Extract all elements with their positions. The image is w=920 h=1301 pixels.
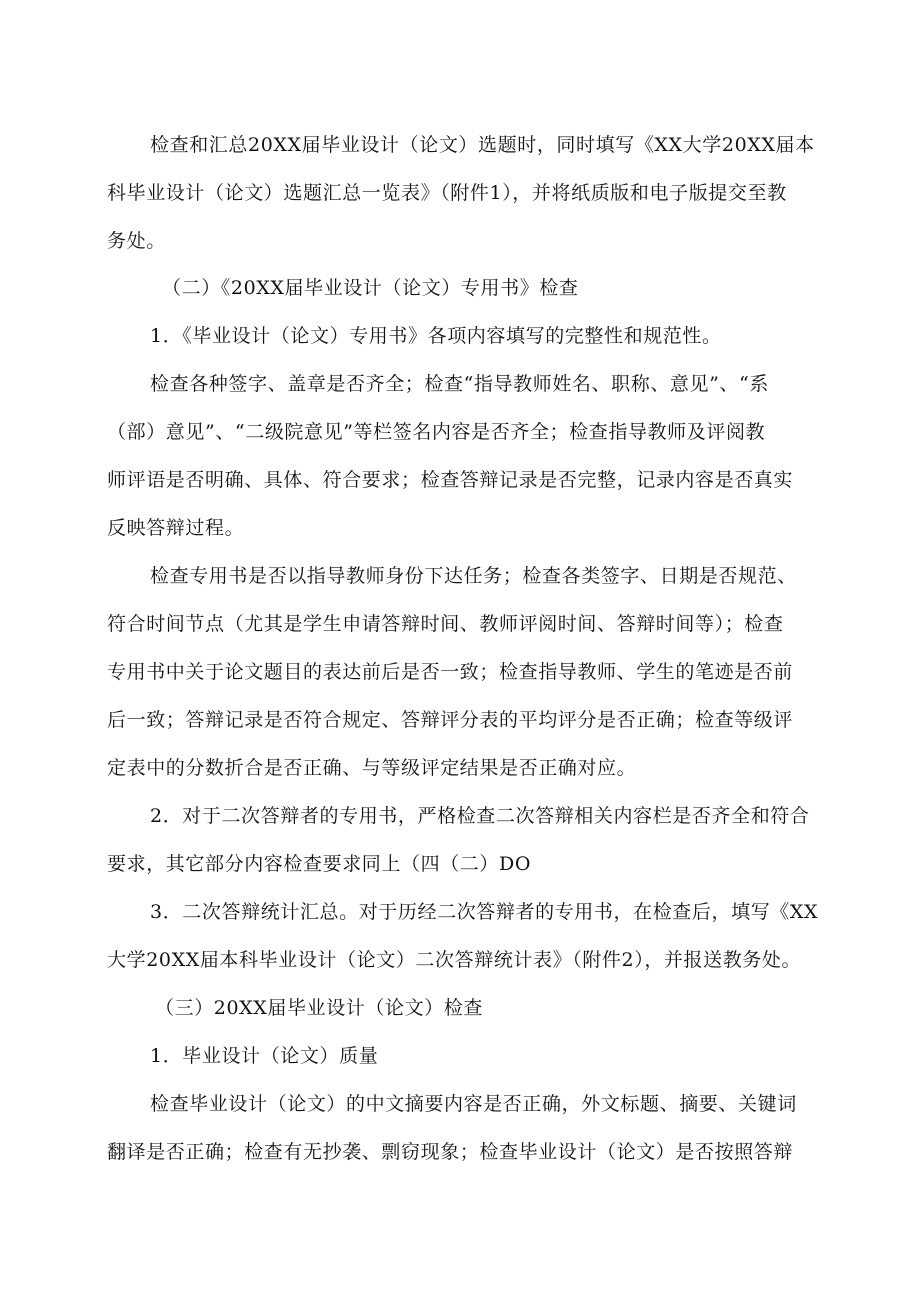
item-3-line-1: 3．二次答辩统计汇总。对于历经二次答辩者的专用书，在检查后，填写《XX	[150, 901, 819, 923]
paragraph-line-14: 定表中的分数折合是否正确、与等级评定结果是否正确对应。	[107, 757, 637, 779]
paragraph-line-12: 专用书中关于论文题目的表达前后是否一致；检查指导教师、学生的笔迹是否前	[107, 661, 794, 683]
paragraph-line-13: 后一致；答辩记录是否符合规定、答辩评分表的平均评分是否正确；检查等级评	[107, 709, 794, 731]
paragraph-line-3: 务处。	[107, 230, 166, 252]
paragraph-line-2: 科毕业设计（论文）选题汇总一览表》（附件1），并将纸质版和电子版提交至教	[107, 182, 787, 204]
item-2-line-1: 2．对于二次答辩者的专用书，严格检查二次答辩相关内容栏是否齐全和符合	[150, 805, 810, 827]
section-heading-3: （三）20XX届毕业设计（论文）检查	[155, 997, 484, 1019]
section-heading-2: （二）《20XX届毕业设计（论文）专用书》检查	[162, 277, 579, 299]
item-3-line-2: 大学20XX届本科毕业设计（论文）二次答辩统计表》（附件2），并报送教务处。	[107, 949, 802, 971]
paragraph-line-1: 检查和汇总20XX届毕业设计（论文）选题时，同时填写《XX大学20XX届本	[150, 134, 815, 156]
paragraph-line-21: 检查毕业设计（论文）的中文摘要内容是否正确，外文标题、摘要、关键词	[150, 1093, 797, 1115]
item-1-heading: 1．《毕业设计（论文）专用书》各项内容填写的完整性和规范性。	[150, 325, 722, 347]
paragraph-line-8: 师评语是否明确、具体、符合要求；检查答辩记录是否完整，记录内容是否真实	[107, 469, 794, 491]
paragraph-line-22: 翻译是否正确；检查有无抄袭、剽窃现象；检查毕业设计（论文）是否按照答辩	[107, 1141, 794, 1163]
paragraph-line-9: 反映答辩过程。	[107, 517, 245, 539]
item-2-line-2: 要求，其它部分内容检查要求同上（四（二）DO	[107, 853, 532, 875]
paragraph-line-6: 检查各种签字、盖章是否齐全；检查“指导教师姓名、职称、意见”、“系	[150, 373, 769, 395]
paragraph-line-7: （部）意见”、“二级院意见”等栏签名内容是否齐全；检查指导教师及评阅教	[107, 421, 766, 443]
paragraph-line-10: 检查专用书是否以指导教师身份下达任务；检查各类签字、日期是否规范、	[150, 565, 797, 587]
quality-item-heading: 1．毕业设计（论文）质量	[150, 1045, 379, 1067]
paragraph-line-11: 符合时间节点（尤其是学生申请答辩时间、教师评阅时间、答辩时间等）；检查	[107, 613, 784, 635]
